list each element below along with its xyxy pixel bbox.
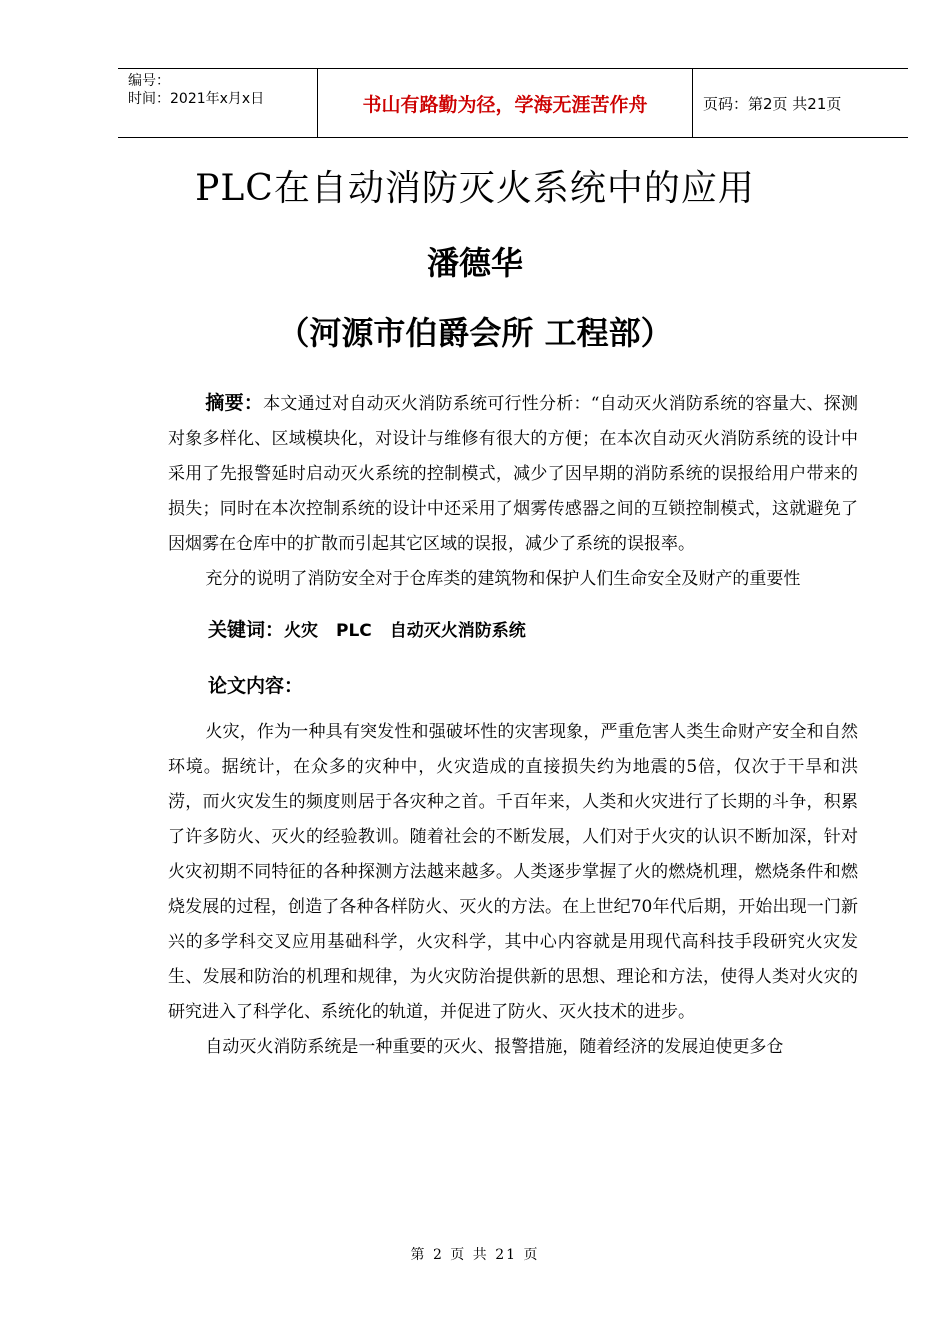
header-page-info: 页码：第2页 共21页 [703, 94, 842, 113]
page-header [118, 68, 908, 138]
abstract-label: 摘要： [205, 392, 264, 414]
keywords-line [168, 613, 858, 649]
keyword-item: PLC [336, 621, 372, 641]
abstract-text: 本文通过对自动灭火消防系统可行性分析：“自动灭火消防系统的容量大、探测对象多样化、区域模块化，对设计与维修有很大的方便；在本次自动灭火消防系统的设计中采用了先报警延时启动灭火系统的控制模式，减少了因早期的消防系统的误报给用户带来的损失；同时在本次控制系统的设计中还采用了烟雾传感器之间的互锁控制模式，这就避免了因烟雾在仓库中的扩散而引起其它区域的误报，减少了系统的误报率。 [168, 394, 858, 554]
keyword-item: 自动灭火消防系统 [389, 621, 526, 641]
abstract-paragraph [168, 386, 858, 562]
content-paragraph-2: 自动灭火消防系统是一种重要的灭火、报警措施，随着经济的发展迫使更多仓 [205, 1037, 784, 1057]
document-author: 潘德华 [426, 244, 523, 282]
document-body [168, 386, 858, 1065]
serial-label: 编号： [128, 73, 170, 89]
document-affiliation: （河源市伯爵会所 工程部） [277, 314, 673, 352]
page-footer: 第 2 页 共 21 页 [410, 1247, 540, 1263]
time-label: 时间：2021年x月x日 [128, 91, 265, 107]
content-heading [168, 669, 858, 705]
keyword-item: 火灾 [284, 621, 319, 641]
content-label: 论文内容： [208, 675, 304, 697]
keywords-label: 关键词： [208, 619, 285, 641]
header-motto: 书山有路勤为径，学海无涯苦作舟 [318, 69, 693, 137]
header-meta [118, 69, 318, 137]
document-title: PLC在自动消防灭火系统中的应用 [195, 168, 755, 209]
abstract-paragraph-2: 充分的说明了消防安全对于仓库类的建筑物和保护人们生命安全及财产的重要性 [205, 569, 801, 589]
content-paragraph-1: 火灾，作为一种具有突发性和强破坏性的灾害现象，严重危害人类生命财产安全和自然环境。据统计，在众多的灾种中，火灾造成的直接损失约为地震的5倍，仅次于干旱和洪涝，而火灾发生的频度则居于各灾种之首。千百年来，人类和火灾进行了长期的斗争，积累了许多防火、灭火的经验教训。随着社会的不断发展，人们对于火灾的认识不断加深，针对火灾初期不同特征的各种探测方法越来越多。人类逐步掌握了火的燃烧机理，燃烧条件和燃烧发展的过程，创造了各种各样防火、灭火的方法。在上世纪70年代后期，开始出现一门新兴的多学科交叉应用基础科学，火灾科学，其中心内容就是用现代高科技手段研究火灾发生、发展和防治的机理和规律，为火灾防治提供新的思想、理论和方法，使得人类对火灾的研究进入了科学化、系统化的轨道，并促进了防火、灭火技术的进步。 [168, 722, 858, 1022]
